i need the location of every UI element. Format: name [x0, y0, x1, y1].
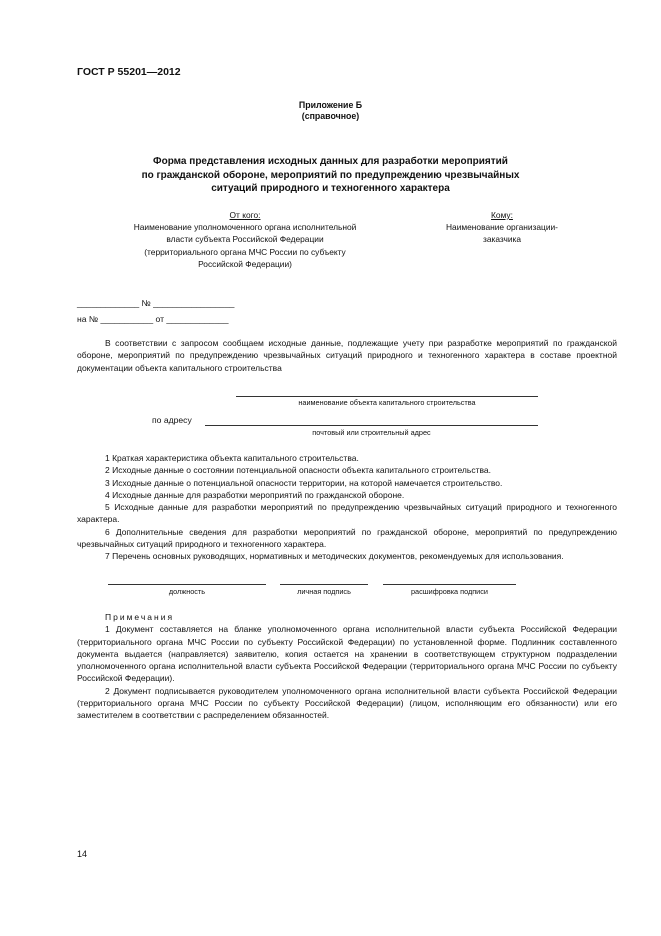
position-caption: должность [168, 587, 206, 596]
address-line [205, 414, 538, 426]
address-label: по адресу [152, 415, 192, 425]
form-title-line: по гражданской обороне, мероприятий по предупреждению чрезвычайных [141, 169, 520, 181]
annex-kind: (справочное) [301, 111, 360, 121]
sender-line: Российской Федерации) [198, 258, 292, 269]
recipient-line: заказчика [482, 234, 522, 245]
list-item: 3 Исходные данные о потенциальной опасности территории, на которой намечается строительство. [105, 477, 503, 488]
address-caption: почтовый или строительный адрес [312, 428, 431, 437]
list-item: 5 Исходные данные для разработки мероприятий по предупреждению чрезвычайных ситуаций природного и техногенного характера. [77, 502, 617, 525]
outgoing-number-line: _____________ № _________________ [77, 298, 235, 308]
notes-block [77, 611, 617, 722]
notes-title: Примечания [105, 612, 175, 622]
signature-decoding-caption: расшифровка подписи [411, 587, 488, 596]
form-title-line: ситуаций природного и техногенного характера [211, 183, 450, 194]
list-item: 4 Исходные данные для разработки мероприятий по гражданской обороне. [105, 489, 405, 500]
form-title-line: Форма представления исходных данных для разработки мероприятий [153, 156, 508, 167]
list-item: 6 Дополнительные сведения для разработки мероприятий по гражданской обороне, мероприятий по предупреждению чрезвычайных ситуаций природного и техногенного характера. [77, 526, 617, 550]
list-item: 7 Перечень основных руководящих, нормативных и методических документов, рекомендуемых для использования. [105, 551, 564, 562]
position-line [108, 574, 266, 585]
list-item: 1 Краткая характеристика объекта капитального строительства. [105, 453, 359, 463]
signature-caption: личная подпись [297, 587, 351, 596]
registry-fields [77, 296, 234, 327]
signature-decoding-line [383, 574, 516, 585]
recipient-line: Наименование организации- [446, 222, 558, 233]
items-list [77, 452, 617, 563]
sender-block [90, 209, 400, 270]
signature-line [280, 574, 368, 585]
list-item: 2 Исходные данные о состоянии потенциальной опасности объекта капитального строительства. [105, 465, 491, 476]
object-name-line [236, 385, 538, 397]
sender-line: власти субъекта Российской Федерации [166, 234, 324, 245]
incoming-number-line: на № ___________ от _____________ [77, 313, 229, 324]
sender-line: (территориального органа МЧС России по субъекту [144, 246, 346, 257]
object-name-caption: наименование объекта капитального строительства [298, 398, 476, 407]
annex-heading [0, 100, 661, 122]
note-item: 1 Документ составляется на бланке уполномоченного органа исполнительной власти субъекта Российской Федерации (территориального органа МЧС России по субъекту Российской Федерации) по установленной форме. Подлинник составленного документа выдается (направляется) заявителю, копия остается на хранении в соответствующем структурном подразделении уполномоченного органа исполнительной власти субъекта Российской Федерации (территориального органа МЧС России по субъекту Российской Федерации). [77, 624, 617, 684]
sender-line: Наименование уполномоченного органа исполнительной [133, 222, 357, 233]
page-number: 14 [77, 849, 88, 859]
document-header: ГОСТ Р 55201—2012 [77, 66, 181, 78]
note-item: 2 Документ подписывается руководителем уполномоченного органа исполнительной власти субъекта Российской Федерации (территориального органа МЧС России по субъекту Российской Федерации) (лицом, исполняющим его обязанности) или его заместителем в соответствии с распределением обязанностей. [77, 685, 617, 721]
recipient-label: Кому: [491, 210, 513, 220]
annex-title: Приложение Б [298, 100, 363, 110]
intro-paragraph: В соответствии с запросом сообщаем исходные данные, подлежащие учету при разработке мероприятий по гражданской обороне, мероприятий по предупреждению чрезвычайных ситуаций природного и техногенного характера в составе проектной документации объекта капитального строительства [77, 338, 617, 373]
form-title [0, 155, 661, 196]
sender-label: От кого: [229, 210, 261, 220]
recipient-block [420, 209, 584, 246]
